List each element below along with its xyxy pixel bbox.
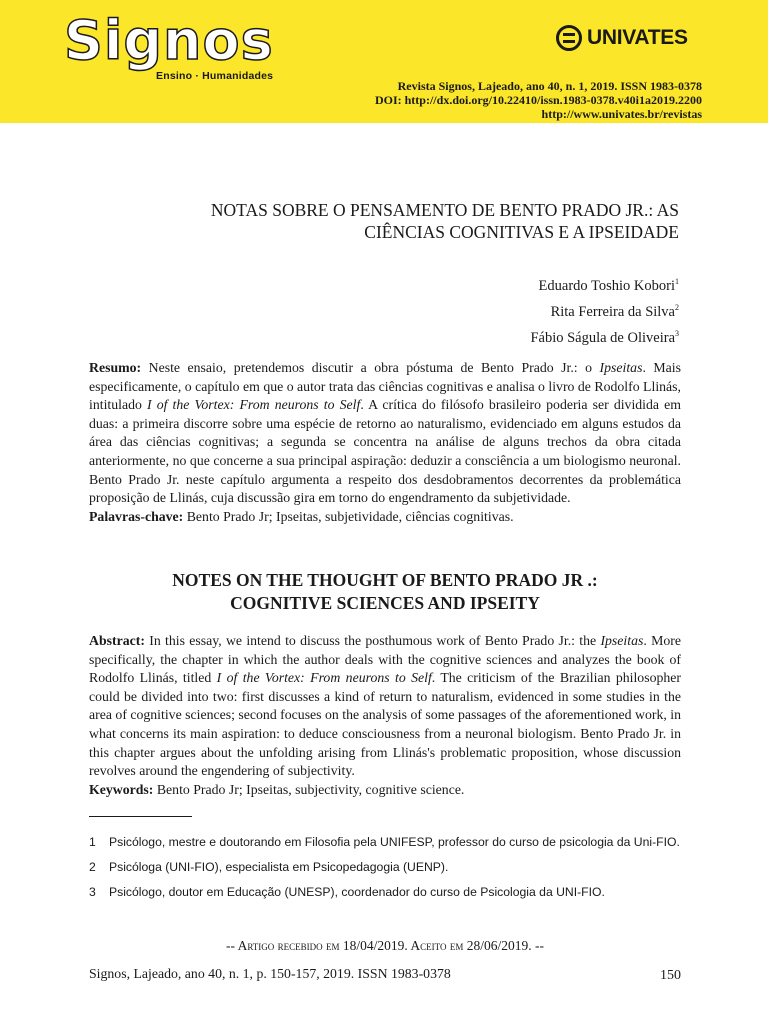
footnote-number: 1 bbox=[89, 835, 96, 849]
abstract-text: . A crítica do filósofo brasileiro poderia ser dividida em duas: a primeira discorre sobre uma espécie de retorno ao naturalismo, evidenciado em alguns estudos da área das ciências cognitivas; a segunda se concentra na análise de alguns trechos da obra citada anteriormente, no que concerne a sua principal aspiração: deduzir a consciência a um biologismo neuronal. Bento Prado Jr. neste capítulo argumenta a respeito dos desdobramentos decorrentes da problemática proposição de Llinás, cuja discussão gira em torno do engendramento da subjetividade. bbox=[89, 397, 681, 506]
keywords-text: Bento Prado Jr; Ipseitas, subjetividade, ciências cognitivas. bbox=[183, 508, 514, 524]
keywords-text: Bento Prado Jr; Ipseitas, subjectivity, cognitive science. bbox=[153, 781, 465, 797]
abstract-text: . Mais especificamente, o capítulo em que o autor trata das ciências cognitivas e analisa o livro de Rodolfo Llinás, intitulado bbox=[89, 360, 681, 413]
keywords-pt-label: Palavras-chave: bbox=[89, 508, 184, 524]
footnote-mark[interactable]: 2 bbox=[675, 303, 679, 312]
journal-header-band bbox=[0, 0, 768, 123]
article-title-pt bbox=[79, 199, 679, 243]
keywords-en-label: Keywords: bbox=[89, 781, 154, 797]
abstract-en-paragraph bbox=[89, 632, 681, 781]
author bbox=[530, 271, 679, 297]
signos-logo-subtitle: Ensino · Humanidades bbox=[156, 70, 274, 82]
author-name: Rita Ferreira da Silva bbox=[550, 304, 675, 320]
footnote bbox=[89, 834, 681, 850]
author-name: Eduardo Toshio Kobori bbox=[538, 278, 675, 294]
footnote-mark[interactable]: 3 bbox=[675, 329, 679, 338]
footnote-number: 2 bbox=[89, 860, 96, 874]
title-en-line1: NOTES ON THE THOUGHT OF BENTO PRADO JR .: bbox=[172, 570, 598, 590]
abstract-en bbox=[89, 632, 681, 799]
journal-url-link[interactable]: http://www.univates.br/revistas bbox=[541, 107, 702, 121]
footnote-mark[interactable]: 1 bbox=[675, 277, 679, 286]
footnote-text: Psicóloga (UNI-FIO), especialista em Psicopedagogia (UENP). bbox=[109, 860, 449, 874]
abstract-italic: I of the Vortex: From neurons to Self bbox=[147, 397, 361, 413]
page-number: 150 bbox=[660, 968, 681, 983]
keywords-en bbox=[89, 781, 681, 800]
abstract-text: . More specifically, the chapter in which the author deals with the cognitive sciences and analyzes the book of Rodolfo Llinás, titled bbox=[89, 633, 681, 686]
doi-link[interactable]: DOI: http://dx.doi.org/10.22410/issn.1983-0378.v40i1a2019.2200 bbox=[374, 93, 702, 107]
footnote-text: Psicólogo, mestre e doutorando em Filosofia pela UNIFESP, professor do curso de psicologia da Uni-FIO. bbox=[109, 835, 680, 849]
keywords-pt bbox=[89, 508, 681, 527]
author bbox=[530, 297, 679, 323]
footnote bbox=[89, 859, 681, 875]
univates-name: UNIVATES bbox=[587, 26, 688, 49]
title-en-line2: COGNITIVE SCIENCES AND IPSEITY bbox=[230, 592, 540, 613]
footnote-number: 3 bbox=[89, 885, 96, 899]
abstract-italic: Ipseitas bbox=[599, 360, 643, 375]
abstract-pt bbox=[89, 359, 681, 526]
abstract-italic: I of the Vortex: From neurons to Self bbox=[216, 670, 432, 686]
abstract-italic: Ipseitas bbox=[600, 633, 644, 648]
univates-emblem-icon bbox=[556, 25, 582, 51]
title-pt-line1: NOTAS SOBRE O PENSAMENTO DE BENTO PRADO JR.: AS bbox=[210, 200, 679, 220]
footnote bbox=[89, 884, 681, 900]
journal-info bbox=[375, 79, 702, 121]
footnote-divider bbox=[89, 816, 192, 817]
abstract-pt-paragraph bbox=[89, 359, 681, 508]
footnotes bbox=[89, 834, 681, 909]
abstract-text: Neste ensaio, pretendemos discutir a obra póstuma de Bento Prado Jr.: o bbox=[141, 360, 600, 375]
abstract-en-label: Abstract: bbox=[89, 633, 145, 648]
article-title-en bbox=[89, 569, 681, 614]
journal-citation-line: Revista Signos, Lajeado, ano 40, n. 1, 2019. ISSN 1983-0378 bbox=[397, 79, 702, 93]
footnote-text: Psicólogo, doutor em Educação (UNESP), coordenador do curso de Psicologia da UNI-FIO. bbox=[109, 885, 605, 899]
page-footer-citation: Signos, Lajeado, ano 40, n. 1, p. 150-157, 2019. ISSN 1983-0378 bbox=[89, 966, 451, 981]
author bbox=[530, 323, 679, 349]
author-list bbox=[530, 271, 679, 349]
signos-logo: Signos bbox=[64, 9, 274, 72]
univates-logo bbox=[556, 24, 688, 52]
abstract-text: In this essay, we intend to discuss the posthumous work of Bento Prado Jr.: the bbox=[144, 633, 601, 648]
author-name: Fábio Ságula de Oliveira bbox=[530, 330, 675, 346]
title-pt-line2: CIÊNCIAS COGNITIVAS E A IPSEIDADE bbox=[364, 222, 679, 242]
abstract-pt-label: Resumo: bbox=[89, 360, 142, 375]
received-accepted-note: -- Artigo recebido em 18/04/2019. Aceito em 28/06/2019. -- bbox=[225, 938, 545, 953]
abstract-text: . The criticism of the Brazilian philosopher could be divided into two: first discusses a kind of return to naturalism, evidenced in some studies in the area of cognitive sciences; second focuses on the analysis of some passages of the aforementioned work, in what concerns its main aspiration: to deduce consciousness from a neuronal biologism. Bento Prado Jr. in this chapter argues about the unfolding arising from Llinás's problematic proposition, whose discussion revolves around the engendering of subjectivity. bbox=[89, 670, 681, 779]
